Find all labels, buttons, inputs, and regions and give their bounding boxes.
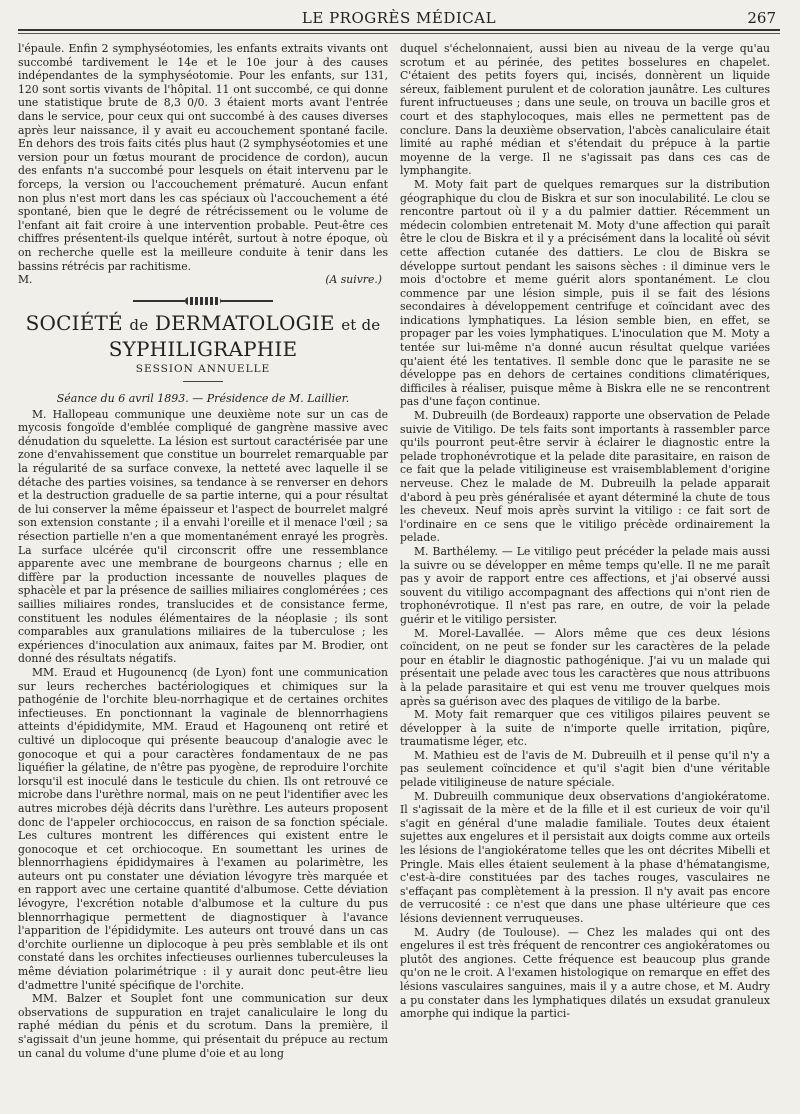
to-be-continued-note: (A suivre.)	[325, 273, 382, 287]
paragraph-dubreuilh-pelade: M. Dubreuilh (de Bordeaux) rapporte une observation de Pelade suivie de Vitiligo. De tels faits sont importants à rassembler parce qu'ils pourront peut-être servir à éclairer le diagnostic entre la pelade trophonévrotique et la pelade dite parasitaire, en raison de ce fait que la pelade vitiligineuse est vraisemblablement d'origine nerveuse. Chez le malade de M. Dubreuilh la pelade apparait d'abord à peu près généralisée et ayant déterminé la chute de tous les cheveux. Neuf mois après survint la vitiligo : ce fait sort de l'ordinaire en ce sens que le vitiligo précède ordinairement la pelade.	[400, 409, 770, 545]
paragraph-hallopeau: M. Hallopeau communique une deuxième note sur un cas de mycosis fongoïde d'emblée compliqué de gangrène massive avec dénudation du squelette. La lésion est surtout caractérisée par une zone d'envahissement que constitue un bourrelet remarquable par la régularité de sa surface convexe, la netteté avec laquelle il se détache des parties voisines, sa tendance à se renverser en dehors et la destruction graduelle de sa partie interne, qui a pour résultat de lui conserver la même épaisseur et l'aspect de bourrelet malgré son extension constante ; il a envahi l'oreille et il menace l'œil ; sa résection partielle n'en a que momentanément enrayé les progrès. La surface ulcérée qu'il circonscrit offre une ressemblance apparente avec une membrane de bourgeons charnus ; elle en diffère par la production incessante de nouvelles plaques de sphacèle et par la présence de saillies miliaires conglomérées ; ces saillies miliaires rondes, translucides et de consistance ferme, constituent les nodules élémentaires de la néoplasie ; ils sont comparables aux granulations miliaires de la tuberculose ; les expériences d'inoculation aux animaux, faites par M. Brodier, ont donné des résultats négatifs.	[18, 407, 388, 666]
left-column	[18, 42, 388, 1060]
right-column	[400, 42, 770, 1021]
article-signature-line	[18, 273, 388, 287]
header-rule-thin	[18, 33, 780, 34]
society-section-title: SOCIÉTÉ de DERMATOLOGIE et de SYPHILIGRAPHIE	[25, 310, 381, 361]
paragraph-dubreuilh-angiokeratome: M. Dubreuilh communique deux observations d'angiokératome. Il s'agissait de la mère et de la fille et il est curieux de voir qu'il s'agit en général d'une maladie familiale. Toutes deux étaient sujettes aux engelures et il persistait aux doigts comme aux orteils les lésions de l'angiokératome telles que les ont décrites Mibelli et Pringle. Mais elles étaient seulement à la phase d'hématangisme, c'est-à-dire constituées par des taches rouges, vasculaires ne s'effaçant pas complètement à la pression. Il n'y avait pas encore de verrucosité : ce n'est que dans une phase ultérieure que ces lésions deviennent verruqueuses.	[400, 789, 770, 925]
paragraph-balzer-souplet: MM. Balzer et Souplet font une communication sur deux observations de suppuration en trajet canaliculaire le long du raphé médian du pénis et du scrotum. Dans la première, il s'agissait d'un jeune homme, qui présentait du prépuce au rectum un canal du volume d'une plume d'oie et au long	[18, 992, 388, 1060]
session-label: SESSION ANNUELLE	[135, 362, 271, 375]
paragraph-continuation: duquel s'échelonnaient, aussi bien au niveau de la verge qu'au scrotum et au périnée, des petites bosselures en chapelet. C'étaient des petits foyers qui, incisés, donnèrent un liquide séreux, faiblement purulent et de coloration jaunâtre. Les cultures furent infructueuses ; dans une seule, on trouva un bacille gros et court et des staphylocoques, mais elles ne permettent pas de conclure. Dans la deuxième observation, l'abcès canaliculaire était limité au raphé médian et s'étendait du prépuce à la partie moyenne de la verge. Il ne s'agissait pas dans ces cas de lymphangite.	[400, 42, 770, 178]
paragraph-moty-biskra: M. Moty fait part de quelques remarques sur la distribution géographique du clou de Biskra et sur son inoculabilité. Le clou se rencontre partout où il y a du palmier dattier. Récemment un médecin colombien entretenait M. Moty d'une affection qui paraît être le clou de Biskra et il y a précisément dans la localité où sévit cette affection cutanée des dattiers. Le clou de Biskra se développe surtout pendant les saisons sèches : il diminue vers le mois d'octobre et meme guérit alors spontanément. Le clou commence par une lésion simple, puis il se fait des lésions secondaires à développement centrifuge et coïncidant avec des indications lymphatiques. La lésion semble bien, en effet, se propager par les voies lymphatiques. L'inoculation que M. Moty a tentée sur lui-même n'a donné aucun résultat quelque variées qu'aient été les tentatives. Il semble donc que le parasite ne se développe pas en dehors de certaines conditions climatériques, difficiles à réaliser, puisque même à Biskra elle ne se rencontrent pas d'une façon continue.	[400, 177, 770, 409]
paragraph-moty-vitiligo: M. Moty fait remarquer que ces vitiligos pilaires peuvent se développer à la suite de n'importe quelle irritation, piqûre, traumatisme léger, etc.	[400, 708, 770, 749]
paragraph-mathieu: M. Mathieu est de l'avis de M. Dubreuilh et il pense qu'il n'y a pas seulement coïncidence et qu'il s'agit bien d'une véritable pelade vitiligineuse de nature spéciale.	[400, 748, 770, 790]
paragraph-barthelemy: M. Barthélemy. — Le vitiligo peut précéder la pelade mais aussi la suivre ou se développer en même temps qu'elle. Il ne me paraît pas y avoir de rapport entre ces affections, et j'ai observé aussi souvent du vitiligo accompagnant des affections qui n'ont rien de trophonévrotique. Il n'est pas rare, en outre, de voir la pelade guérir et le vitiligo persister.	[400, 544, 770, 626]
header-rule-thick	[18, 29, 780, 31]
paragraph-audry: M. Audry (de Toulouse). — Chez les malades qui ont des engelures il est très fréquent de rencontrer ces angiokératomes ou plutôt des angiones. Cette fréquence est beaucoup plus grande qu'on ne le croit. A l'examen histologique on remarque en effet des lésions vasculaires sanguines, mais il y a autre chose, et M. Audry a pu constater dans les lymphatiques dilatés un exsudat granuleux amorphe qui indique la partici-	[400, 925, 770, 1021]
article-author-initial: M.	[18, 273, 33, 287]
paragraph-eraud-hugounencq: MM. Eraud et Hugounencq (de Lyon) font une communication sur leurs recherches bactériologiques et chimiques sur la pathogénie de l'orchite bleu-norrhagique et de certaines orchites infectieuses. En ponctionnant la vaginale de blennorrhagiens atteints d'épididymite, MM. Eraud et Hagounenq ont retiré et cultivé un diplocoque qui présente beaucoup d'analogie avec le gonocoque et qui a pour caractères fondamentaux de ne pas liquéfier la gélatine, de n'être pas pyogène, de reproduire l'orchite lorsqu'il est inoculé dans le testicule du chien. Ils ont retrouvé ce microbe dans l'urèthre normal, mais on ne peut l'identifier avec les autres microbes déjà décrits dans l'urèthre. Les auteurs proposent donc de l'appeler orchiococcus, en raison de sa fonction spéciale. Les cultures montrent les différences qui existent entre le gonocoque et cet orchiocoque. En soumettant les urines de blennorrhagiens épididymaires à l'examen au polarimètre, les auteurs ont pu constater une déviation lévogyre très marquée et en rapport avec une certaine quantité d'albumose. Cette déviation lévogyre, l'excrétion notable d'albumose et la culture du pus blennorrhagique permettent de diagnostiquer à l'avance l'apparition de l'épididymite. Les auteurs ont trouvé dans un cas d'orchite ourlienne un diplocoque à peu près semblable et ils ont constaté dans les orchites infectieuses ourliennes tuberculeuses la même déviation polarimétrique : il y aurait donc peut-être lieu d'admettre l'unité spécifique de l'orchite.	[18, 665, 388, 992]
section-ornament	[133, 297, 273, 305]
section-divider	[183, 381, 223, 382]
page-header	[18, 6, 780, 30]
journal-title: LE PROGRÈS MÉDICAL	[301, 9, 497, 27]
paragraph-symphyseotomy-stats: l'épaule. Enfin 2 symphyséotomies, les enfants extraits vivants ont succombé tardivement le 14e et le 10e jour à des causes indépendantes de la symphyséotomie. Pour les enfants, sur 131, 120 sont sortis vivants de l'hôpital. 11 ont succombé, ce qui donne une statistique brute de 8,3 0/0. 3 étaient morts avant l'entrée dans le service, pour ceux qui ont succombé à des causes diverses après leur naissance, il y avait eu accouchement spontané facile. En dehors des trois faits cités plus haut (2 symphyséotomies et une version pour un fœtus mourant de procidence de cordon), aucun des enfants n'a succombé pour lesquels on était intervenu par le forceps, la version ou l'accouchement prématuré. Aucun enfant non plus n'est mort dans les cas spéciaux où l'accouchement a été spontané, bien que le degré de rétrécissement ou le volume de l'enfant ait fait croire à une intervention probable. Peut-être ces chiffres présentent-ils quelque intérêt, surtout à notre époque, où on recherche quelle est la meilleure conduite à tenir dans les bassins rétrécis par rachitisme.	[18, 42, 388, 273]
paragraph-morel-lavallee: M. Morel-Lavallée. — Alors même que ces deux lésions coïncident, on ne peut se fonder sur les caractères de la pelade pour en établir le diagnostic pathogénique. J'ai vu un malade qui présentait une pelade avec tous les caractères que nous attribuons à la pelade parasitaire et qui est venu me trouver quelques mois après sa guérison avec des plaques de vitiligo de la barbe.	[400, 626, 770, 708]
page-number: 267	[747, 9, 776, 27]
seance-date-line: Séance du 6 avril 1893. — Présidence de M. Laillier.	[56, 391, 350, 405]
